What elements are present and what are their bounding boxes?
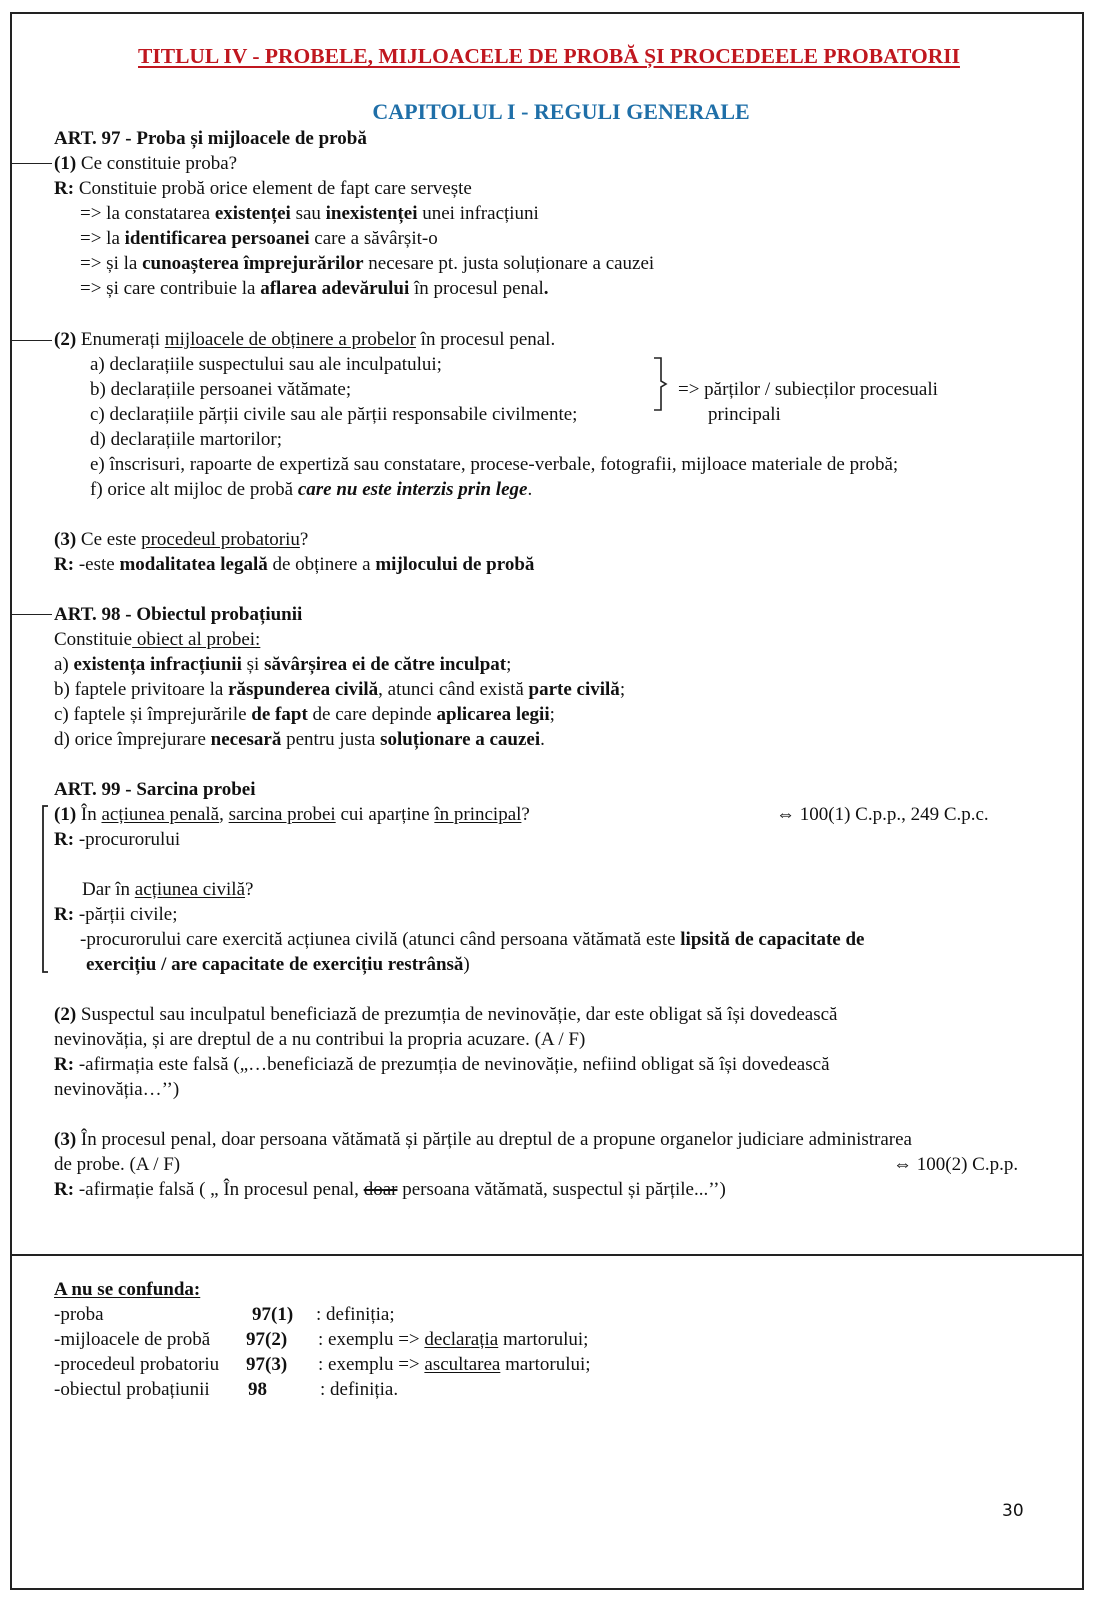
art97-question-2: (2) Enumerați mijloacele de obținere a probelor în procesul penal.	[54, 329, 556, 350]
list-item: f) orice alt mijloc de probă care nu este interzis prin lege.	[90, 479, 533, 500]
answer-bullet: => și care contribuie la aflarea adevărului în procesul penal.	[80, 278, 549, 299]
list-item: d) orice împrejurare necesară pentru justa soluționare a cauzei.	[54, 729, 545, 750]
confusion-row: -mijloacele de probă 97(2) : exemplu => declarația martorului;	[54, 1329, 589, 1350]
art99-answer-2-cont: nevinovăția…’’)	[54, 1079, 180, 1100]
art99-question-3-cont: de probe. (A / F)	[54, 1154, 181, 1175]
art99-heading: ART. 99 - Sarcina probei	[54, 779, 256, 800]
connector-line	[10, 614, 52, 615]
art98-intro: Constituie obiect al probei:	[54, 629, 261, 650]
right-brace-icon	[652, 356, 670, 412]
art97-heading: ART. 97 - Proba și mijloacele de probă	[54, 128, 367, 149]
brace-note: => părților / subiecților procesuali	[678, 379, 938, 400]
page-number: 30	[1002, 1501, 1024, 1521]
art97-question-1: (1) Ce constituie proba?	[54, 153, 238, 174]
list-item: a) declarațiile suspectului sau ale inculpatului;	[90, 354, 442, 375]
list-item: c) declarațiile părții civile sau ale părții responsabile civilmente;	[90, 404, 578, 425]
confusion-row: -proba 97(1) : definiția;	[54, 1304, 395, 1325]
list-item: b) declarațiile persoanei vătămate;	[90, 379, 352, 400]
confusion-row: -procedeul probatoriu 97(3) : exemplu => ascultarea martorului;	[54, 1354, 591, 1375]
brace-note: principali	[708, 404, 781, 425]
list-item: e) înscrisuri, rapoarte de expertiză sau constatare, procese-verbale, fotografii, mijloace materiale de probă;	[90, 454, 899, 475]
list-item: d) declarațiile martorilor;	[90, 429, 283, 450]
legal-reference: ⇔ 100(2) C.p.p.	[893, 1154, 1019, 1175]
left-bracket-icon	[40, 804, 50, 974]
art99-answer-1b: R: -părții civile;	[54, 904, 178, 925]
art99-answer-1c: -procurorului care exercită acțiunea civilă (atunci când persoana vătămată este lipsită de capacitate de	[80, 929, 865, 950]
list-item: c) faptele și împrejurările de fapt de care depinde aplicarea legii;	[54, 704, 555, 725]
confusion-heading: A nu se confunda:	[54, 1279, 201, 1300]
art99-question-1: (1) În acțiunea penală, sarcina probei cui aparține în principal?	[54, 804, 530, 825]
answer-bullet: => la constatarea existenței sau inexistenței unei infracțiuni	[80, 203, 539, 224]
legal-reference: ⇔ 100(1) C.p.p., 249 C.p.c.	[776, 804, 989, 825]
art98-heading: ART. 98 - Obiectul probațiunii	[54, 604, 303, 625]
art99-question-1b: Dar în acțiunea civilă?	[82, 879, 254, 900]
art97-answer-1: R: Constituie probă orice element de fapt care servește	[54, 178, 472, 199]
confusion-row: -obiectul probațiunii 98 : definiția.	[54, 1379, 399, 1400]
section-divider	[10, 1254, 1084, 1256]
art97-question-3: (3) Ce este procedeul probatoriu?	[54, 529, 309, 550]
chapter-heading: CAPITOLUL I - REGULI GENERALE	[372, 99, 750, 124]
list-item: a) existența infracțiunii și săvârșirea ei de către inculpat;	[54, 654, 512, 675]
art97-answer-3: R: -este modalitatea legală de obținere a mijlocului de probă	[54, 554, 535, 575]
answer-bullet: => și la cunoașterea împrejurărilor necesare pt. justa soluționare a cauzei	[80, 253, 655, 274]
art99-question-2-cont: nevinovăția, și are dreptul de a nu contribui la propria acuzare. (A / F)	[54, 1029, 586, 1050]
art99-question-3: (3) În procesul penal, doar persoana vătămată și părțile au dreptul de a propune organelor judiciare administrarea	[54, 1129, 912, 1150]
art99-answer-1: R: -procurorului	[54, 829, 181, 850]
connector-line	[10, 340, 52, 341]
art99-answer-2: R: -afirmația este falsă („…beneficiază de prezumția de nevinovăție, nefiind obligat să își dovedească	[54, 1054, 830, 1075]
document-title: TITLUL IV - PROBELE, MIJLOACELE DE PROBĂ ȘI PROCEDEELE PROBATORII	[138, 44, 960, 68]
art99-answer-1d: exercițiu / are capacitate de exercițiu restrânsă)	[86, 954, 470, 975]
list-item: b) faptele privitoare la răspunderea civilă, atunci când există parte civilă;	[54, 679, 626, 700]
art99-answer-3: R: -afirmație falsă ( „ În procesul penal, doar persoana vătămată, suspectul și părțile...’’)	[54, 1179, 726, 1200]
connector-line	[10, 163, 52, 164]
art99-question-2: (2) Suspectul sau inculpatul beneficiază de prezumția de nevinovăție, dar este obligat să își dovedească	[54, 1004, 838, 1025]
answer-bullet: => la identificarea persoanei care a săvârșit-o	[80, 228, 438, 249]
